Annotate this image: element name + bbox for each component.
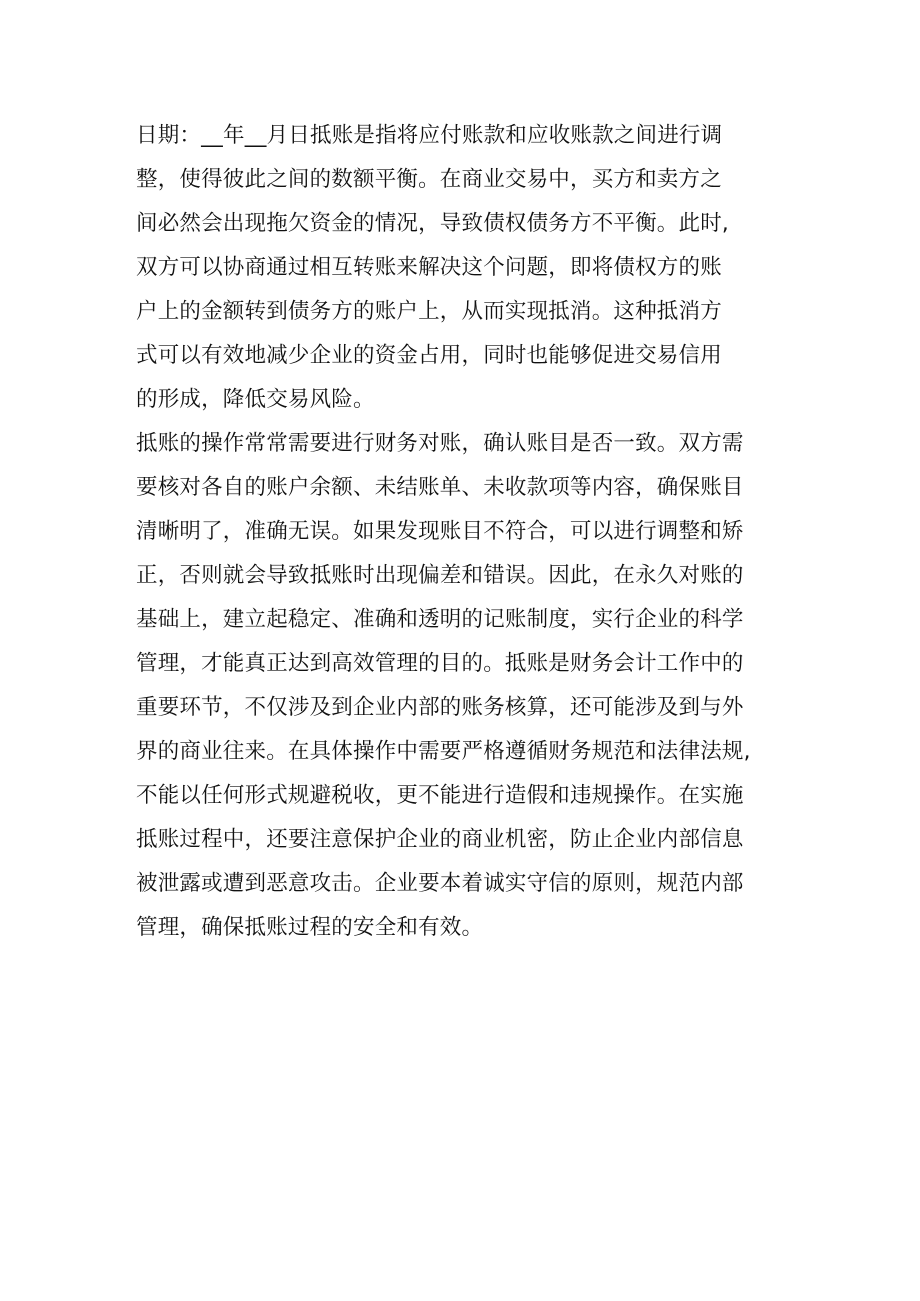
text-line: 清晰明了，准确无误。如果发现账目不符合，可以进行调整和矫 bbox=[136, 519, 744, 544]
text-line: 间必然会出现拖欠资金的情况，导致债权债务方不平衡。此时, bbox=[136, 211, 729, 236]
text-line: 户上的金额转到债务方的账户上，从而实现抵消。这种抵消方 bbox=[136, 299, 722, 324]
text-line: 基础上，建立起稳定、准确和透明的记账制度，实行企业的科学 bbox=[136, 607, 744, 632]
text-line: 正，否则就会导致抵账时出现偏差和错误。因此，在永久对账的 bbox=[136, 563, 744, 588]
text-line: 抵账的操作常常需要进行财务对账，确认账目是否一致。双方需 bbox=[136, 431, 744, 456]
text-line: 不能以任何形式规避税收，更不能进行造假和违规操作。在实施 bbox=[136, 783, 744, 808]
document-body bbox=[136, 114, 796, 950]
text-line: 重要环节，不仅涉及到企业内部的账务核算，还可能涉及到与外 bbox=[136, 695, 744, 720]
text-line: 管理，才能真正达到高效管理的目的。抵账是财务会计工作中的 bbox=[136, 651, 744, 676]
text-line: 的形成，降低交易风险。 bbox=[136, 387, 375, 412]
text-line: 式可以有效地减少企业的资金占用，同时也能够促进交易信用 bbox=[136, 343, 722, 368]
text-line: 界的商业往来。在具体操作中需要严格遵循财务规范和法律法规, bbox=[136, 739, 751, 764]
text-line: 日期：__年__月日抵账是指将应付账款和应收账款之间进行调 bbox=[136, 123, 723, 148]
text-line: 抵账过程中，还要注意保护企业的商业机密，防止企业内部信息 bbox=[136, 827, 744, 852]
text-line: 整，使得彼此之间的数额平衡。在商业交易中，买方和卖方之 bbox=[136, 167, 722, 192]
text-line: 管理，确保抵账过程的安全和有效。 bbox=[136, 915, 484, 940]
text-line: 双方可以协商通过相互转账来解决这个问题，即将债权方的账 bbox=[136, 255, 722, 280]
text-line: 被泄露或遭到恶意攻击。企业要本着诚实守信的原则，规范内部 bbox=[136, 871, 744, 896]
text-line: 要核对各自的账户余额、未结账单、未收款项等内容，确保账目 bbox=[136, 475, 744, 500]
